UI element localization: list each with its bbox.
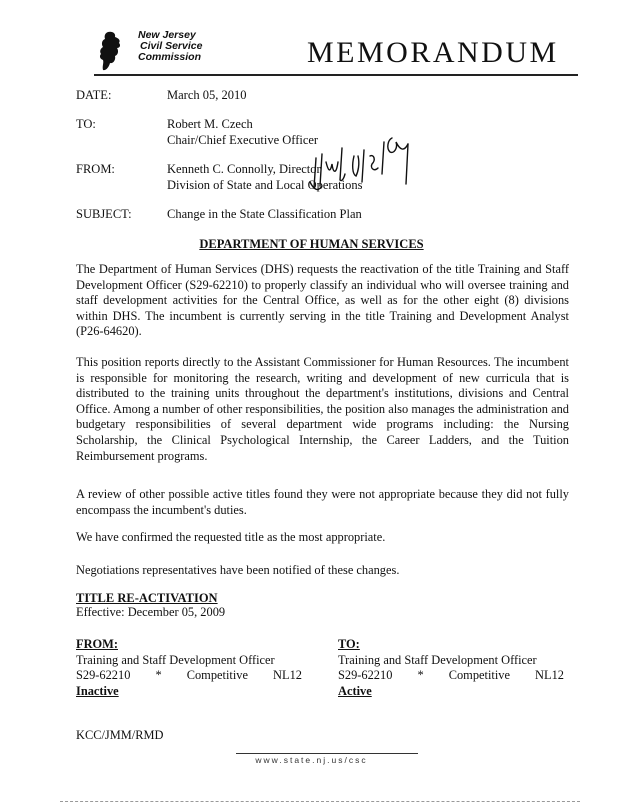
department-heading: DEPARTMENT OF HUMAN SERVICES: [199, 237, 424, 251]
handwritten-signature: [308, 134, 458, 196]
memo-title: MEMORANDUM: [307, 36, 559, 69]
to-name: Robert M. Czech: [167, 117, 253, 131]
paragraph-request: The Department of Human Services (DHS) requests the reactivation of the title Training and Staff Development Officer (S29-62210) to properly classify an individual who will oversee training and staff development activities for the Central Office, as well as for the other eight (8) divisions within DHS. The incumbent is currently serving in the title Training and Development Analyst (P26-64620).: [76, 262, 569, 339]
to-code-row: [338, 668, 564, 684]
from-status: Inactive: [76, 683, 119, 698]
from-name: Kenneth C. Connolly, Director: [167, 162, 321, 176]
new-jersey-state-icon: [94, 30, 138, 74]
to-column: [338, 637, 578, 699]
paragraph-responsibilities: This position reports directly to the Assistant Commissioner for Human Resources. The incumbent is responsible for monitoring the research, writing and development of new curricula that is distributed to the training units throughout the department's institutions, divisions and Central Office. Among a number of other responsibilities, the position also manages the administration and budgetary responsibilities of several department wide programs including: the Nursing Scholarship, the Clinical Psychological Internship, the Career Ladders, and the Tuition Reimbursement programs.: [76, 355, 569, 463]
to-label: TO:: [76, 117, 96, 131]
paragraph-confirmed: We have confirmed the requested title as the most appropriate.: [76, 530, 386, 544]
to-code: S29-62210: [338, 668, 393, 682]
reactivation-heading: TITLE RE-ACTIVATION: [76, 591, 218, 605]
from-unit: NL12: [273, 668, 302, 682]
effective-date: Effective: December 05, 2009: [76, 605, 226, 619]
scan-edge-line: [60, 801, 580, 802]
from-title: Training and Staff Development Officer: [76, 652, 275, 667]
logo-line-3: Commission: [138, 51, 202, 63]
from-label: FROM:: [76, 162, 115, 176]
paragraph-negotiations: Negotiations representatives have been notified of these changes.: [76, 563, 400, 577]
date-label: DATE:: [76, 88, 112, 102]
to-column-heading: TO:: [338, 637, 360, 651]
header-rule: [94, 74, 578, 76]
logo-line-1: New Jersey: [138, 29, 196, 41]
from-code: S29-62210: [76, 668, 131, 682]
logo-wordmark: [138, 30, 202, 63]
from-code-row: [76, 668, 302, 684]
to-block: [167, 116, 318, 148]
from-column: [76, 637, 316, 699]
from-type: Competitive: [186, 668, 248, 682]
footer-rule: [236, 753, 418, 754]
to-title: Chair/Chief Executive Officer: [167, 133, 319, 147]
to-marker: *: [417, 668, 424, 682]
from-column-heading: FROM:: [76, 637, 118, 651]
from-division: Division of State and Local Operations: [167, 178, 363, 192]
nj-civil-service-logo: [94, 30, 204, 74]
website-url: www.state.nj.us/csc: [255, 755, 368, 765]
subject-value: Change in the State Classification Plan: [167, 207, 362, 221]
to-type: Competitive: [448, 668, 510, 682]
subject-label: SUBJECT:: [76, 207, 132, 221]
from-marker: *: [155, 668, 162, 682]
logo-line-2: Civil Service: [140, 40, 203, 52]
date-value: March 05, 2010: [167, 88, 247, 102]
to-unit: NL12: [535, 668, 564, 682]
to-title-text: Training and Staff Development Officer: [338, 652, 537, 667]
to-status: Active: [338, 683, 372, 698]
paragraph-review: A review of other possible active titles found they were not appropriate because they did not fully encompass the incumbent's duties.: [76, 487, 569, 517]
author-initials: KCC/JMM/RMD: [76, 728, 164, 742]
